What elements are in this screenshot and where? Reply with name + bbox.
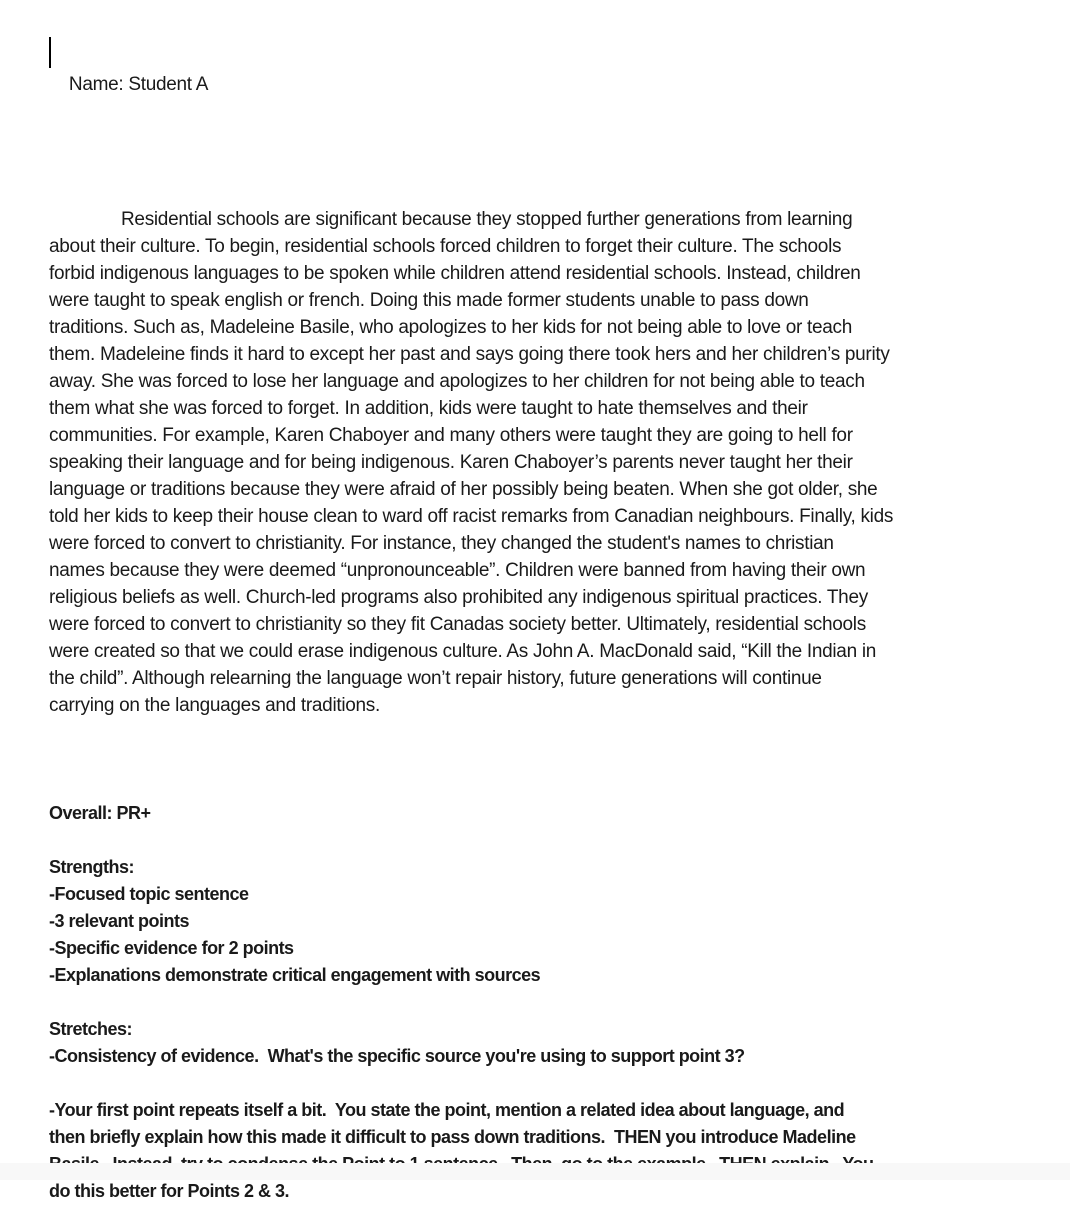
- overall-grade: Overall: PR+: [49, 803, 151, 823]
- blank-lines: [49, 125, 1050, 206]
- essay-paragraph: [49, 206, 1050, 719]
- blank-line: [49, 827, 1050, 854]
- strength-item: -Explanations demonstrate critical engagement with sources: [49, 965, 541, 985]
- essay-line: religious beliefs as well. Church-led programs also prohibited any indigenous spiritual practices. They: [49, 587, 868, 608]
- essay-line: language or traditions because they were afraid of her possibly being beaten. When she got older, she: [49, 479, 878, 500]
- name-line: [49, 44, 1050, 125]
- text-cursor: [49, 37, 51, 68]
- stretch-item-consistency: -Consistency of evidence. What's the specific source you're using to support point 3?: [49, 1046, 745, 1066]
- strength-item: -Specific evidence for 2 points: [49, 938, 294, 958]
- essay-line: them. Madeleine finds it hard to except her past and says going there took hers and her children’s purity: [49, 344, 890, 365]
- stretch-line: then briefly explain how this made it difficult to pass down traditions. THEN you introduce Madeline: [49, 1127, 856, 1147]
- stretch-item-structure: [49, 1097, 1050, 1205]
- strengths-list: [49, 881, 1050, 989]
- stretches-heading: Stretches:: [49, 1019, 133, 1039]
- essay-line: were created so that we could erase indigenous culture. As John A. MacDonald said, “Kill the Indian in: [49, 641, 877, 662]
- strength-item: -3 relevant points: [49, 911, 190, 931]
- page-bottom-edge: [0, 1163, 1070, 1180]
- essay-line: traditions. Such as, Madeleine Basile, who apologizes to her kids for not being able to love or teach: [49, 317, 853, 338]
- essay-line: were forced to convert to christianity. For instance, they changed the student's names to christian: [49, 533, 834, 554]
- blank-lines: [49, 719, 1050, 800]
- blank-line: [49, 989, 1050, 1016]
- stretch-line: do this better for Points 2 & 3.: [49, 1181, 290, 1201]
- essay-line: the child”. Although relearning the language won’t repair history, future generations will continue: [49, 668, 822, 689]
- essay-line: told her kids to keep their house clean to ward off racist remarks from Canadian neighbours. Finally, kids: [49, 506, 894, 527]
- essay-line: communities. For example, Karen Chaboyer and many others were taught they are going to hell for: [49, 425, 853, 446]
- essay-line: names because they were deemed “unpronounceable”. Children were banned from having their own: [49, 560, 866, 581]
- name-text: Name: Student A: [68, 74, 209, 95]
- blank-line: [49, 1070, 1050, 1097]
- essay-line: were taught to speak english or french. Doing this made former students unable to pass down: [49, 290, 809, 311]
- essay-line: them what she was forced to forget. In addition, kids were taught to hate themselves and their: [49, 398, 808, 419]
- essay-line: carrying on the languages and traditions.: [49, 695, 380, 716]
- essay-line: away. She was forced to lose her language and apologizes to her children for not being able to teach: [49, 371, 865, 392]
- essay-line: speaking their language and for being indigenous. Karen Chaboyer’s parents never taught her their: [49, 452, 853, 473]
- stretch-line: -Your first point repeats itself a bit. You state the point, mention a related idea about language, and: [49, 1100, 845, 1120]
- essay-line: were forced to convert to christianity so they fit Canadas society better. Ultimately, residential schools: [49, 614, 866, 635]
- essay-line: forbid indigenous languages to be spoken while children attend residential schools. Instead, children: [49, 263, 861, 284]
- essay-line: about their culture. To begin, residential schools forced children to forget their culture. The schools: [49, 236, 842, 257]
- essay-line: Residential schools are significant because they stopped further generations from learning: [121, 209, 853, 230]
- strength-item: -Focused topic sentence: [49, 884, 249, 904]
- strengths-heading: Strengths:: [49, 857, 134, 877]
